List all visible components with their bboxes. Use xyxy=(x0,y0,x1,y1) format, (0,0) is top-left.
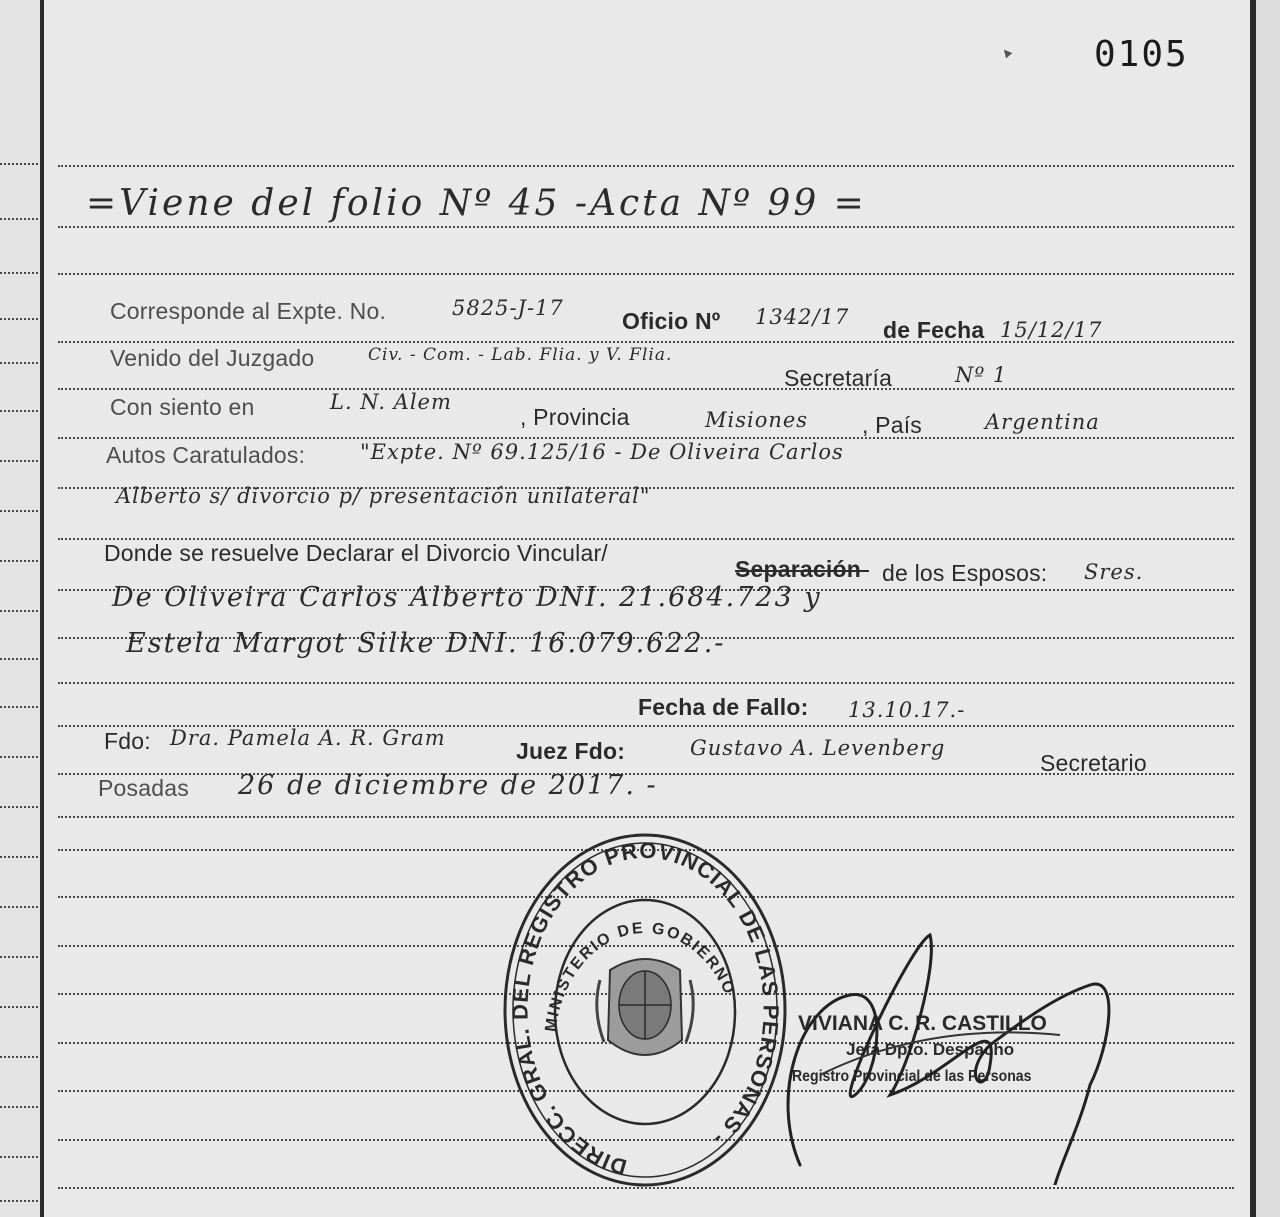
juzgado-label: Venido del Juzgado xyxy=(110,345,315,371)
margin-rule xyxy=(0,856,38,858)
donde-label: Donde se resuelve Declarar el Divorcio Vincular/ xyxy=(104,540,608,566)
ruled-line xyxy=(58,226,1234,228)
posadas-label: Posadas xyxy=(98,775,189,801)
official-office: Registro Provincial de las Personas xyxy=(792,1068,1032,1085)
fdo-label: Fdo: xyxy=(104,728,151,754)
pais-value: Argentina xyxy=(985,410,1100,434)
margin-rule xyxy=(0,1156,38,1158)
pointer-mark-icon: ▲ xyxy=(995,41,1017,63)
juez-fdo-label: Juez Fdo: xyxy=(516,738,626,764)
provincia-label: , Provincia xyxy=(520,404,630,430)
posadas-value: 26 de diciembre de 2017. - xyxy=(238,770,658,801)
margin-rule xyxy=(0,1056,38,1058)
secretaria-value: Nº 1 xyxy=(955,363,1008,387)
left-page-border xyxy=(40,0,44,1217)
separacion-strikethrough xyxy=(735,570,869,572)
margin-rule xyxy=(0,658,38,660)
oficio-value: 1342/17 xyxy=(755,305,850,329)
seal-outer-text: DIRECC. GRAL. DEL REGISTRO PROVINCIAL DE LAS PERSONAS - xyxy=(507,837,784,1180)
margin-rule xyxy=(0,1200,38,1202)
ruled-line xyxy=(58,816,1234,818)
margin-rule xyxy=(0,706,38,708)
expte-value: 5825-J-17 xyxy=(452,296,564,320)
ruled-line xyxy=(58,273,1234,275)
provincia-value: Misiones xyxy=(705,408,809,432)
official-seal xyxy=(500,830,790,1200)
margin-rule xyxy=(0,318,38,320)
header-handwritten-note: =Viene del folio Nº 45 -Acta Nº 99 = xyxy=(86,183,867,224)
fecha-fallo-value: 13.10.17.- xyxy=(848,698,966,722)
expte-label: Corresponde al Expte. No. xyxy=(110,298,387,324)
margin-rule xyxy=(0,806,38,808)
margin-rule xyxy=(0,1106,38,1108)
fdo-juez-value: Dra. Pamela A. R. Gram xyxy=(170,726,446,750)
fdo-secretario-value: Gustavo A. Levenberg xyxy=(690,736,946,760)
margin-rule xyxy=(0,163,38,165)
left-margin-strip xyxy=(0,0,40,1217)
margin-rule xyxy=(0,510,38,512)
margin-rule xyxy=(0,610,38,612)
right-margin-strip xyxy=(1256,0,1280,1217)
margin-rule xyxy=(0,956,38,958)
secretaria-label: Secretaría xyxy=(784,365,893,391)
margin-rule xyxy=(0,410,38,412)
esposo-1: De Oliveira Carlos Alberto DNI. 21.684.723 y xyxy=(112,582,822,613)
fecha-value: 15/12/17 xyxy=(1000,318,1103,342)
margin-rule xyxy=(0,218,38,220)
fecha-fallo-label: Fecha de Fallo: xyxy=(638,694,809,720)
margin-rule xyxy=(0,1006,38,1008)
ruled-line xyxy=(58,437,1234,439)
juzgado-value: Civ. - Com. - Lab. Flia. y V. Flia. xyxy=(368,345,673,365)
oficio-label: Oficio Nº xyxy=(622,308,721,334)
secretario-label: Secretario xyxy=(1040,750,1147,776)
margin-rule xyxy=(0,560,38,562)
esposos-label: de los Esposos: xyxy=(882,560,1048,586)
asiento-value: L. N. Alem xyxy=(330,390,452,414)
margin-rule xyxy=(0,460,38,462)
asiento-label: Con siento en xyxy=(110,394,255,420)
ruled-line xyxy=(58,165,1234,167)
coat-of-arms-icon xyxy=(597,959,693,1055)
margin-rule xyxy=(0,362,38,364)
folio-number: 0105 xyxy=(1094,34,1189,75)
ruled-line xyxy=(58,682,1234,684)
autos-value-line2: Alberto s/ divorcio p/ presentación unilateral" xyxy=(116,484,651,508)
official-name: VIVIANA C. R. CASTILLO xyxy=(798,1012,1047,1035)
separacion-label: Separación xyxy=(735,556,861,582)
fecha-label: de Fecha xyxy=(883,317,985,343)
autos-label: Autos Caratulados: xyxy=(106,442,306,468)
margin-rule xyxy=(0,756,38,758)
esposo-2: Estela Margot Silke DNI. 16.079.622.- xyxy=(126,628,726,659)
margin-rule xyxy=(0,272,38,274)
ruled-line xyxy=(58,388,1234,390)
seal-inner-text: MINISTERIO DE GOBIERNO xyxy=(542,919,739,1033)
esposos-prefix: Sres. xyxy=(1084,560,1144,584)
pais-label: , País xyxy=(862,412,923,438)
autos-value-line1: "Expte. Nº 69.125/16 - De Oliveira Carlos xyxy=(360,440,844,464)
margin-rule xyxy=(0,906,38,908)
handwritten-signature xyxy=(760,925,1140,1185)
official-role: Jefa Dpto. Despacho xyxy=(846,1040,1015,1059)
